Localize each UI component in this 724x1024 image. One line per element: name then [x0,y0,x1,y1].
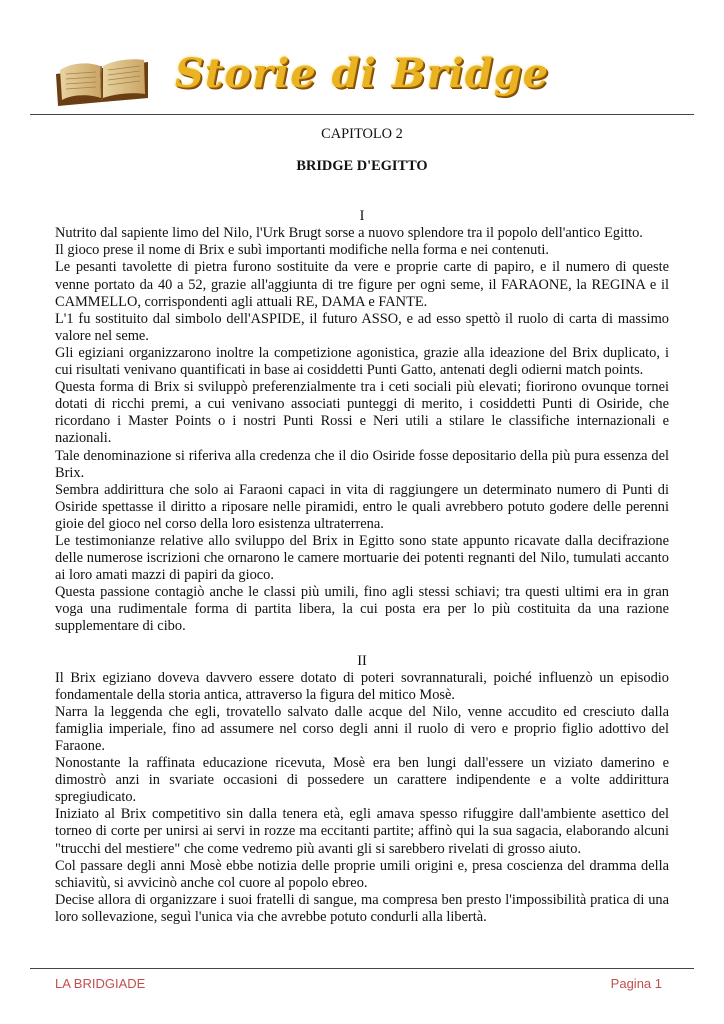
paragraph: Narra la leggenda che egli, trovatello salvato dalle acque del Nilo, venne accudito ed cresciuto dalla famiglia imperiale, fino ad assumere nel corso degli anni il ruolo di vero e proprio figlio adottivo del Faraone. [55,703,669,754]
chapter-label: CAPITOLO 2 [321,126,403,142]
paragraph: Decise allora di organizzare i suoi fratelli di sangue, ma compresa ben presto l'impossibilità pratica di una loro sollevazione, seguì l'unica via che avrebbe potuto condurli alla libertà. [55,891,669,925]
footer-publication: LA BRIDGIADE [55,976,146,991]
paragraph: Sembra addirittura che solo ai Faraoni capaci in vita di raggiungere un determinato numero di Punti di Osiride spettasse il diritto a riposare nelle piramidi, entro le quali avrebbero potuto godere delle perenni gioie del gioco nel corso della loro esistenza ultraterrena. [55,481,669,532]
paragraph: L'1 fu sostituito dal simbolo dell'ASPIDE, il futuro ASSO, e ad esso spettò il ruolo di carta di massimo valore nel seme. [55,310,669,344]
paragraph: Nutrito dal sapiente limo del Nilo, l'Urk Brugt sorse a nuovo splendore tra il popolo dell'antico Egitto. [55,225,643,242]
section-number: I [359,208,365,225]
paragraph: Col passare degli anni Mosè ebbe notizia delle proprie umili origini e, presa coscienza del dramma della schiavitù, si avvicinò anche col cuore al popolo ebreo. [55,857,669,891]
footer-divider [30,968,694,969]
paragraph: Il Brix egiziano doveva davvero essere dotato di poteri sovrannaturali, poiché influenzò un episodio fondamentale della storia antica, attraverso la figura del mitico Mosè. [55,669,669,703]
paragraph: Il gioco prese il nome di Brix e subì importanti modifiche nella forma e nei contenuti. [55,242,549,259]
document-body [55,122,669,926]
paragraph: Iniziato al Brix competitivo sin dalla tenera età, egli amava spesso rifuggire dall'ambiente asettico del torneo di corte per unirsi ai servi in rozze ma eccitanti partite; affinò qui la sua sagacia, elaborando alcuni "trucchi del mestiere" che come vedremo più avanti gli si sarebbero rivelati di grosso aiuto. [55,806,669,857]
paragraph: Le testimonianze relative allo sviluppo del Brix in Egitto sono state appunto ricavate dalla decifrazione delle numerose iscrizioni che ornarono le camere mortuarie dei potenti regnanti del Nilo, tumulati accanto ai loro amati mazzi di papiri da gioco. [55,532,669,584]
paragraph: Le pesanti tavolette di pietra furono sostituite da vere e proprie carte di papiro, e il numero di queste venne portato da 40 a 52, grazie all'aggiunta di tre figure per ogni seme, il FARAONE, la REGINA e il CAMMELLO, corrispondenti agli attuali RE, DAMA e FANTE. [55,259,669,310]
section-number: II [357,652,367,669]
footer-page-number: Pagina 1 [610,976,662,991]
header-divider [30,114,694,115]
paragraph: Nonostante la raffinata educazione ricevuta, Mosè era ben lungi dall'essere un viziato damerino e dimostrò anzi in svariate occasioni di possedere un carattere indipendente e a volte addirittura spregiudicato. [55,755,669,806]
page-header [0,0,724,115]
paragraph: Questa forma di Brix si sviluppò preferenzialmente tra i ceti sociali più elevati; fiorirono ovunque tornei dotati di ricchi premi, a cui venivano associati punteggi di merito, i cosiddetti Punti di Osiride, che ricordano i Master Points o i nostri Punti Rossi e Neri utili a stilare le classifiche internazionali e nazionali. [55,379,669,447]
paragraph: Questa passione contagiò anche le classi più umili, fino agli stessi schiavi; tra questi ultimi era in gran voga una rudimentale forma di partita libera, la cui posta era per lo più costituita da una razione supplementare di cibo. [55,584,669,635]
paragraph: Gli egiziani organizzarono inoltre la competizione agonistica, grazie alla ideazione del Brix duplicato, i cui risultati venivano quantificati in base ai cosiddetti Punti Gatto, antenati degli odierni match points. [55,344,669,379]
chapter-heading: BRIDGE D'EGITTO [296,158,428,175]
brand-title: Storie di Bridge [174,50,550,97]
paragraph: Tale denominazione si riferiva alla credenza che il dio Osiride fosse depositario della più pura essenza del Brix. [55,447,669,481]
